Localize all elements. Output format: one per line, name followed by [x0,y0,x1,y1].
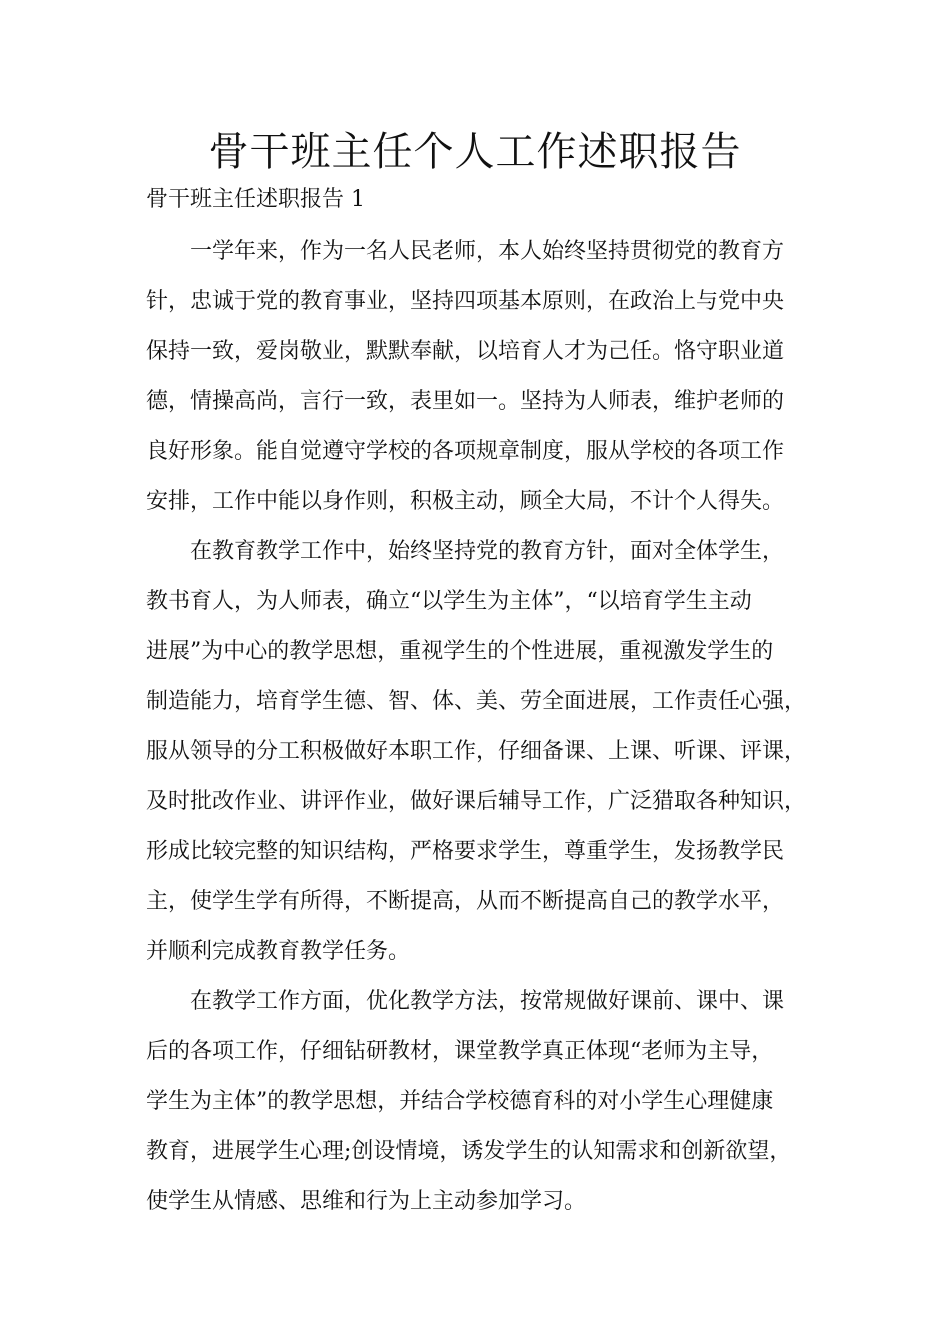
paragraph-1-line: 针，忠诚于党的教育事业，坚持四项基本原则，在政治上与党中央 [146,289,785,314]
paragraph-3-line: 在教学工作方面，优化教学方法，按常规做好课前、课中、课 [190,989,785,1014]
paragraph-3-line: 学生为主体”的教学思想，并结合学校德育科的对小学生心理健康 [146,1089,774,1114]
document-title: 骨干班主任个人工作述职报告 [208,129,742,175]
document-subtitle: 骨干班主任述职报告 1 [146,187,365,212]
paragraph-2-line: 主，使学生学有所得，不断提高，从而不断提高自己的教学水平， [146,889,785,914]
paragraph-1-line: 良好形象。能自觉遵守学校的各项规章制度，服从学校的各项工作 [146,439,785,464]
paragraph-1-line: 安排，工作中能以身作则，积极主动，顾全大局，不计个人得失。 [146,489,785,514]
paragraph-3-line: 教育，进展学生心理;创设情境，诱发学生的认知需求和创新欲望， [146,1139,792,1164]
paragraph-1-line: 保持一致，爱岗敬业，默默奉献，以培育人才为己任。恪守职业道 [146,339,785,364]
paragraph-2-line: 进展”为中心的教学思想，重视学生的个性进展，重视激发学生的 [146,639,774,664]
paragraph-2-line: 制造能力，培育学生德、智、体、美、劳全面进展，工作责任心强， [146,689,807,714]
paragraph-1-line: 德，情操高尚，言行一致，表里如一。坚持为人师表，维护老师的 [146,389,785,414]
paragraph-1-line: 一学年来，作为一名人民老师，本人始终坚持贯彻党的教育方 [190,239,785,264]
paragraph-2-line: 服从领导的分工积极做好本职工作，仔细备课、上课、听课、评课， [146,739,807,764]
paragraph-2-line: 教书育人，为人师表，确立“以学生为主体”，“以培育学生主动 [146,589,752,614]
paragraph-2-line: 形成比较完整的知识结构，严格要求学生，尊重学生，发扬教学民 [146,839,785,864]
paragraph-2-line: 在教育教学工作中，始终坚持党的教育方针，面对全体学生， [190,539,785,564]
paragraph-2-line: 并顺利完成教育教学任务。 [146,939,411,964]
paragraph-2-line: 及时批改作业、讲评作业，做好课后辅导工作，广泛猎取各种知识， [146,789,807,814]
paragraph-3-line: 后的各项工作，仔细钻研教材，课堂教学真正体现“老师为主导， [146,1039,774,1064]
paragraph-3-line: 使学生从情感、思维和行为上主动参加学习。 [146,1189,587,1214]
